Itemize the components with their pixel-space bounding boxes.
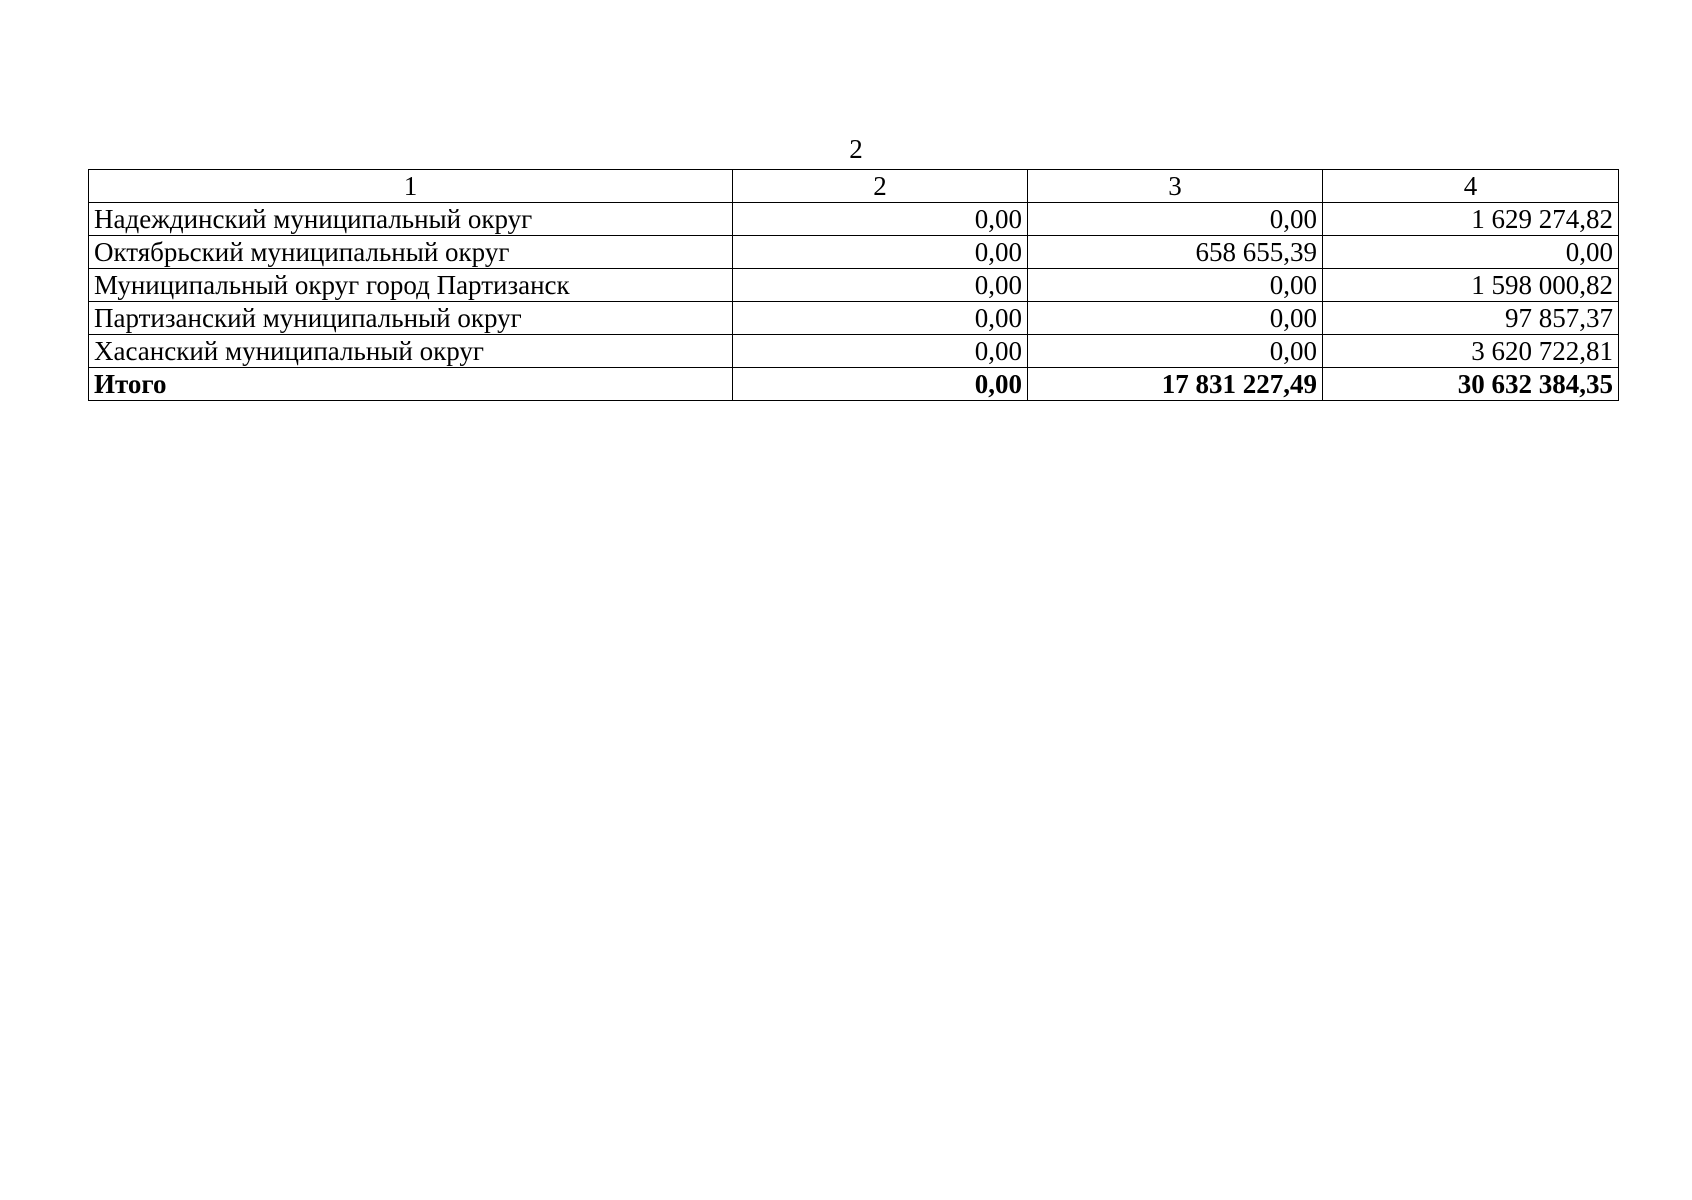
row-value-col4: 1 598 000,82 xyxy=(1323,269,1619,302)
total-row xyxy=(89,368,1619,401)
row-value-col2: 0,00 xyxy=(733,269,1028,302)
row-name: Хасанский муниципальный округ xyxy=(89,335,733,368)
row-value-col3: 0,00 xyxy=(1028,335,1323,368)
row-name: Октябрьский муниципальный округ xyxy=(89,236,733,269)
row-value-col4: 3 620 722,81 xyxy=(1323,335,1619,368)
row-value-col4: 1 629 274,82 xyxy=(1323,203,1619,236)
total-value-col4: 30 632 384,35 xyxy=(1323,368,1619,401)
row-value-col3: 658 655,39 xyxy=(1028,236,1323,269)
total-label: Итого xyxy=(89,368,733,401)
column-number-2: 2 xyxy=(733,170,1028,203)
column-number-1: 1 xyxy=(89,170,733,203)
column-number-3: 3 xyxy=(1028,170,1323,203)
total-value-col2: 0,00 xyxy=(733,368,1028,401)
table-row xyxy=(89,335,1619,368)
row-value-col2: 0,00 xyxy=(733,302,1028,335)
row-value-col3: 0,00 xyxy=(1028,302,1323,335)
table-header-row xyxy=(89,170,1619,203)
row-value-col4: 97 857,37 xyxy=(1323,302,1619,335)
row-name: Надеждинский муниципальный округ xyxy=(89,203,733,236)
table-row xyxy=(89,236,1619,269)
row-name: Муниципальный округ город Партизанск xyxy=(89,269,733,302)
row-value-col4: 0,00 xyxy=(1323,236,1619,269)
row-value-col3: 0,00 xyxy=(1028,269,1323,302)
row-value-col2: 0,00 xyxy=(733,335,1028,368)
page-number: 2 xyxy=(849,134,863,164)
column-number-4: 4 xyxy=(1323,170,1619,203)
budget-table xyxy=(88,169,1619,401)
table-row xyxy=(89,269,1619,302)
total-value-col3: 17 831 227,49 xyxy=(1028,368,1323,401)
row-value-col2: 0,00 xyxy=(733,236,1028,269)
table-row xyxy=(89,203,1619,236)
table-row xyxy=(89,302,1619,335)
row-name: Партизанский муниципальный округ xyxy=(89,302,733,335)
row-value-col3: 0,00 xyxy=(1028,203,1323,236)
row-value-col2: 0,00 xyxy=(733,203,1028,236)
